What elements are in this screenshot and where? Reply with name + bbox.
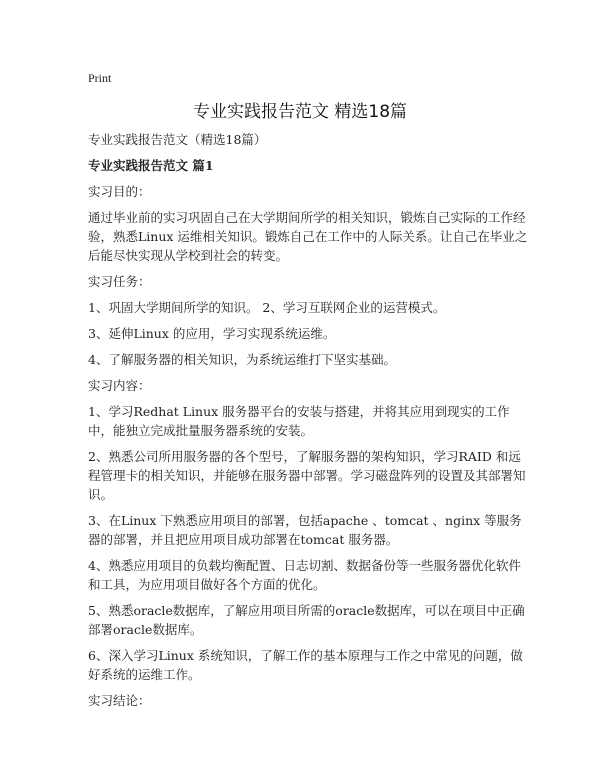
content-item: 1、学习Redhat Linux 服务器平台的安装与搭建，并将其应用到现实的工作中，能独立完成批量服务器系统的安装。 [88, 404, 510, 438]
content-item: 4、熟悉应用项目的负载均衡配置、日志切割、数据备份等一些服务器优化软件和工具，为应用项目做好各个方面的优化。 [88, 558, 521, 592]
content-heading: 实习内容： [88, 378, 151, 393]
print-link[interactable]: Print [88, 71, 112, 85]
tasks-heading: 实习任务： [88, 274, 151, 289]
task-item: 3、延伸Linux 的应用，学习实现系统运维。 [88, 326, 336, 341]
purpose-heading: 实习目的： [88, 184, 151, 199]
conclusion-heading: 实习结论： [88, 693, 151, 708]
page-title: 专业实践报告范文 精选18篇 [192, 102, 408, 122]
subtitle: 专业实践报告范文（精选18篇） [88, 132, 267, 147]
content-item: 5、熟悉oracle数据库，了解应用项目所需的oracle数据库，可以在项目中正确部署oracle数据库。 [88, 603, 525, 637]
content-item: 3、在Linux 下熟悉应用项目的部署，包括apache 、tomcat 、nginx 等服务器的部署，并且把应用项目成功部署在tomcat 服务器。 [88, 513, 522, 547]
purpose-text: 通过毕业前的实习巩固自己在大学期间所学的相关知识，锻炼自己实际的工作经验，熟悉Linux 运维相关知识。锻炼自己在工作中的人际关系。让自己在毕业之后能尽快实现从学校到社会的转变。 [88, 210, 528, 263]
section-heading: 专业实践报告范文 篇1 [88, 158, 214, 173]
task-item: 1、巩固大学期间所学的知识。 2、学习互联网企业的运营模式。 [88, 300, 446, 315]
content-item: 2、熟悉公司所用服务器的各个型号，了解服务器的架构知识，学习RAID 和远程管理卡的相关知识，并能够在服务器中部署。学习磁盘阵列的设置及其部署知识。 [88, 449, 526, 502]
content-item: 6、深入学习Linux 系统知识，了解工作的基本原理与工作之中常见的问题，做好系统的运维工作。 [88, 648, 523, 682]
task-item: 4、了解服务器的相关知识，为系统运维打下坚实基础。 [88, 352, 396, 367]
